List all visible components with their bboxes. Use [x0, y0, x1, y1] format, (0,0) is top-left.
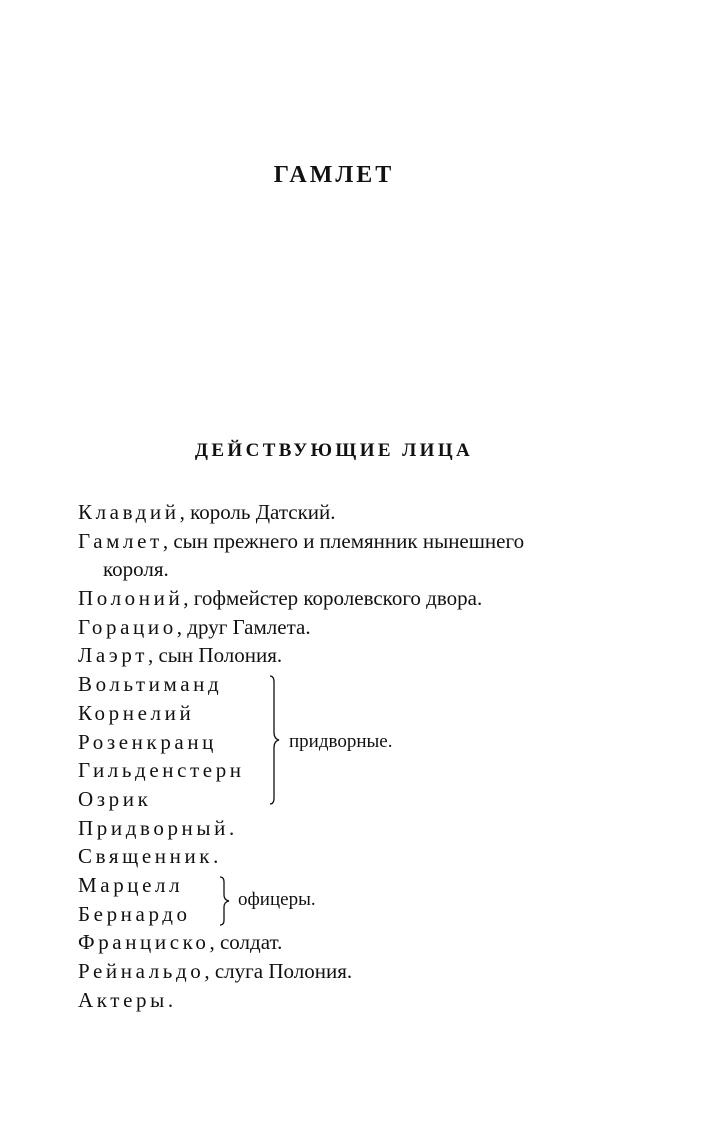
character-name: Горацио — [78, 614, 177, 639]
cast-entry-players — [78, 986, 638, 1015]
character-name: Вольтиманд — [78, 672, 223, 697]
cast-entry-priest — [78, 842, 638, 871]
character-name: Гамлет — [78, 528, 163, 553]
cast-entry-reynaldo — [78, 957, 638, 986]
cast-entry-osric — [78, 785, 288, 814]
character-name: Актеры — [78, 987, 168, 1012]
character-description: , сын прежнего и племянник нынешнего — [162, 528, 525, 553]
character-name: Рейнальдо — [78, 959, 205, 983]
cast-entry-hamlet-continuation — [78, 555, 638, 584]
cast-entry-cornelius — [78, 699, 288, 728]
courtiers-group — [78, 670, 638, 813]
cast-entry-courtier — [78, 814, 638, 843]
character-description: , король Датский. — [179, 500, 336, 524]
cast-entry-hamlet — [78, 527, 638, 556]
play-title: ГАМЛЕТ — [273, 162, 395, 188]
courtiers-group-label: придворные. — [289, 731, 393, 753]
cast-list — [78, 498, 638, 1014]
character-description: , слуга Полония. — [204, 959, 353, 983]
cast-entry-guildenstern — [78, 756, 288, 785]
character-description: , друг Гамлета. — [176, 614, 311, 639]
character-name: Священник — [78, 844, 214, 869]
character-name: Франциско — [78, 930, 210, 955]
character-description: короля. — [103, 557, 169, 582]
cast-entry-francisco — [78, 928, 638, 957]
character-description: , сын Полония. — [147, 643, 283, 668]
character-description: . — [228, 815, 235, 840]
character-name: Марцелл — [78, 872, 184, 897]
cast-entry-horatio — [78, 613, 638, 642]
character-name: Придворный — [78, 815, 229, 840]
character-name: Розенкранц — [78, 729, 218, 754]
character-name: Озрик — [78, 786, 152, 811]
character-name: Полоний — [78, 586, 184, 611]
character-name: Клавдий — [78, 500, 180, 524]
character-description: . — [167, 987, 174, 1012]
right-brace-icon — [268, 674, 282, 806]
character-name: Гильденстерн — [78, 758, 245, 783]
character-description: , солдат. — [209, 930, 283, 955]
character-name: Корнелий — [78, 700, 195, 725]
character-description: . — [213, 844, 219, 869]
character-description: , гофмейстер королевского двора. — [183, 586, 483, 611]
cast-entry-polonius — [78, 584, 638, 613]
officers-group — [78, 871, 638, 928]
cast-entry-rosencrantz — [78, 728, 288, 757]
character-name: Бернардо — [78, 901, 191, 926]
cast-entry-claudius — [78, 498, 638, 527]
cast-entry-laertes — [78, 641, 638, 670]
right-brace-icon — [218, 875, 232, 927]
cast-entry-voltimand — [78, 670, 288, 699]
cast-heading: ДЕЙСТВУЮЩИЕ ЛИЦА — [194, 440, 474, 461]
character-name: Лаэрт — [78, 643, 148, 668]
officers-group-label: офицеры. — [238, 888, 316, 910]
